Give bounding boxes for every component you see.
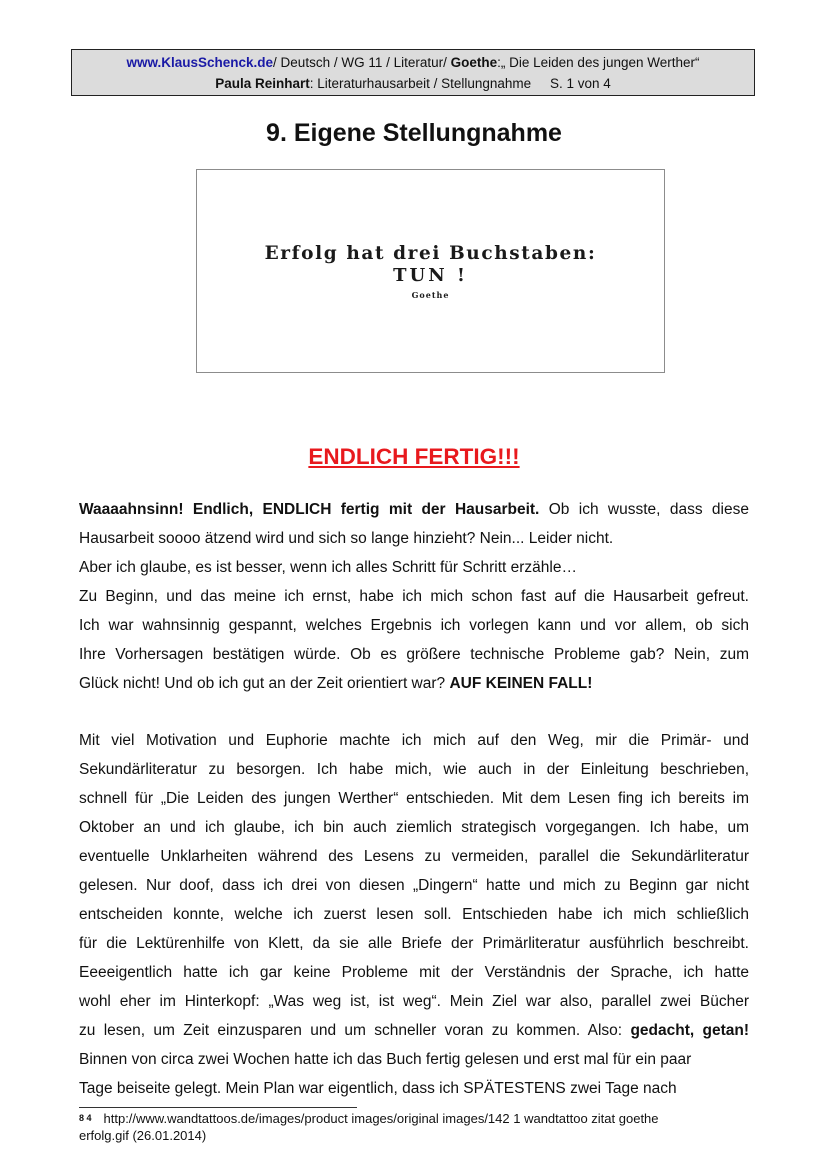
text-line: eventuelle Unklarheiten während des Lesens zu vermeiden, parallel die Sekundärliteratur [79, 848, 749, 865]
text-line: gelesen. Nur doof, dass ich drei von diesen „Dingern“ hatte und mich zu Beginn gar nicht [79, 877, 749, 894]
header-page-info: S. 1 von 4 [549, 76, 611, 91]
text-line: Tage beiseite gelegt. Mein Plan war eigentlich, dass ich SPÄTESTENS zwei Tage nach [79, 1080, 677, 1097]
text-span: Glück nicht! Und ob ich gut an der Zeit orientiert war? [79, 675, 450, 692]
text-line [79, 495, 749, 524]
text-line: Sekundärliteratur zu besorgen. Ich habe mich, wie auch in der Einleitung beschrieben, [79, 761, 749, 778]
quote-image [196, 169, 665, 373]
footnote-mark: 8 4 [79, 1113, 92, 1123]
text-line: Mit viel Motivation und Euphorie machte ich mich auf den Weg, mir die Primär- und [79, 732, 749, 749]
text-line: Aber ich glaube, es ist besser, wenn ich alles Schritt für Schritt erzähle… [79, 559, 577, 576]
quote-line-2: TUN ! [393, 265, 468, 286]
footnote-line-1 [79, 1110, 769, 1127]
footnote-url[interactable]: http://www.wandtattoos.de/images/product images/original images/142 1 wandtattoo zitat goethe [103, 1111, 659, 1126]
text-bold: AUF KEINEN FALL! [449, 675, 593, 692]
page-header [71, 49, 755, 96]
text-bold: Waaaahnsinn! Endlich, ENDLICH fertig mit der Hausarbeit. [79, 501, 540, 518]
text-bold: gedacht, getan! [630, 1022, 749, 1039]
text-line [79, 1016, 749, 1045]
section-heading: ENDLICH FERTIG!!! [308, 444, 520, 469]
text-line: Hausarbeit soooo ätzend wird und sich so lange hinzieht? Nein... Leider nicht. [79, 530, 614, 547]
text-line: wohl eher im Hinterkopf: „Was weg ist, ist weg“. Mein Ziel war also, parallel zwei Bücher [79, 993, 749, 1010]
footnote-line-2: erfolg.gif (26.01.2014) [79, 1128, 207, 1143]
header-line-1 [72, 54, 754, 72]
text-line: entscheiden konnte, welche ich zuerst lesen soll. Entschieden habe ich mich schließlich [79, 906, 749, 923]
text-line: Binnen von circa zwei Wochen hatte ich das Buch fertig gelesen und erst mal für ein paar [79, 1051, 692, 1068]
text-line: schnell für „Die Leiden des jungen Werther“ entschieden. Mit dem Lesen fing ich bereits im [79, 790, 749, 807]
header-author-work: Goethe [450, 55, 498, 70]
header-student: Paula Reinhart [215, 76, 310, 91]
header-line-2 [72, 75, 754, 93]
text-span: Ob ich wusste, dass diese [539, 501, 749, 518]
site-link[interactable]: www.KlausSchenck.de [126, 55, 274, 70]
header-work-title: :„ Die Leiden des jungen Werther“ [497, 55, 700, 70]
paragraph-2 [79, 726, 749, 1103]
footnote [79, 1110, 769, 1144]
quote-line-1: Erfolg hat drei Buchstaben: [264, 243, 597, 264]
text-span: zu lesen, um Zeit einzusparen und um schneller voran zu kommen. Also: [79, 1022, 631, 1039]
text-line: Eeeeigentlich hatte ich gar keine Probleme mit der Verständnis der Sprache, ich hatte [79, 964, 749, 981]
text-line: für die Lektürenhilfe von Klett, da sie alle Briefe der Primärliteratur ausführlich beschreibt. [79, 935, 749, 952]
text-line [79, 669, 749, 698]
text-line: Zu Beginn, und das meine ich ernst, habe ich mich schon fast auf die Hausarbeit gefreut. [79, 588, 749, 605]
paragraph-1 [79, 495, 749, 698]
header-doc-type: : Literaturhausarbeit / Stellungnahme [309, 76, 532, 91]
header-path: / Deutsch / WG 11 / Literatur/ [273, 55, 451, 70]
text-line: Ihre Vorhersagen bestätigen würde. Ob es größere technische Probleme gab? Nein, zum [79, 646, 749, 663]
text-line: Ich war wahnsinnig gespannt, welches Ergebnis ich vorlegen kann und vor allem, ob sich [79, 617, 749, 634]
text-line: Oktober an und ich glaube, ich bin auch ziemlich strategisch vorgegangen. Ich habe, um [79, 819, 749, 836]
page-title: 9. Eigene Stellungnahme [266, 119, 562, 147]
footnote-separator [79, 1107, 357, 1108]
quote-author: Goethe [411, 290, 450, 300]
